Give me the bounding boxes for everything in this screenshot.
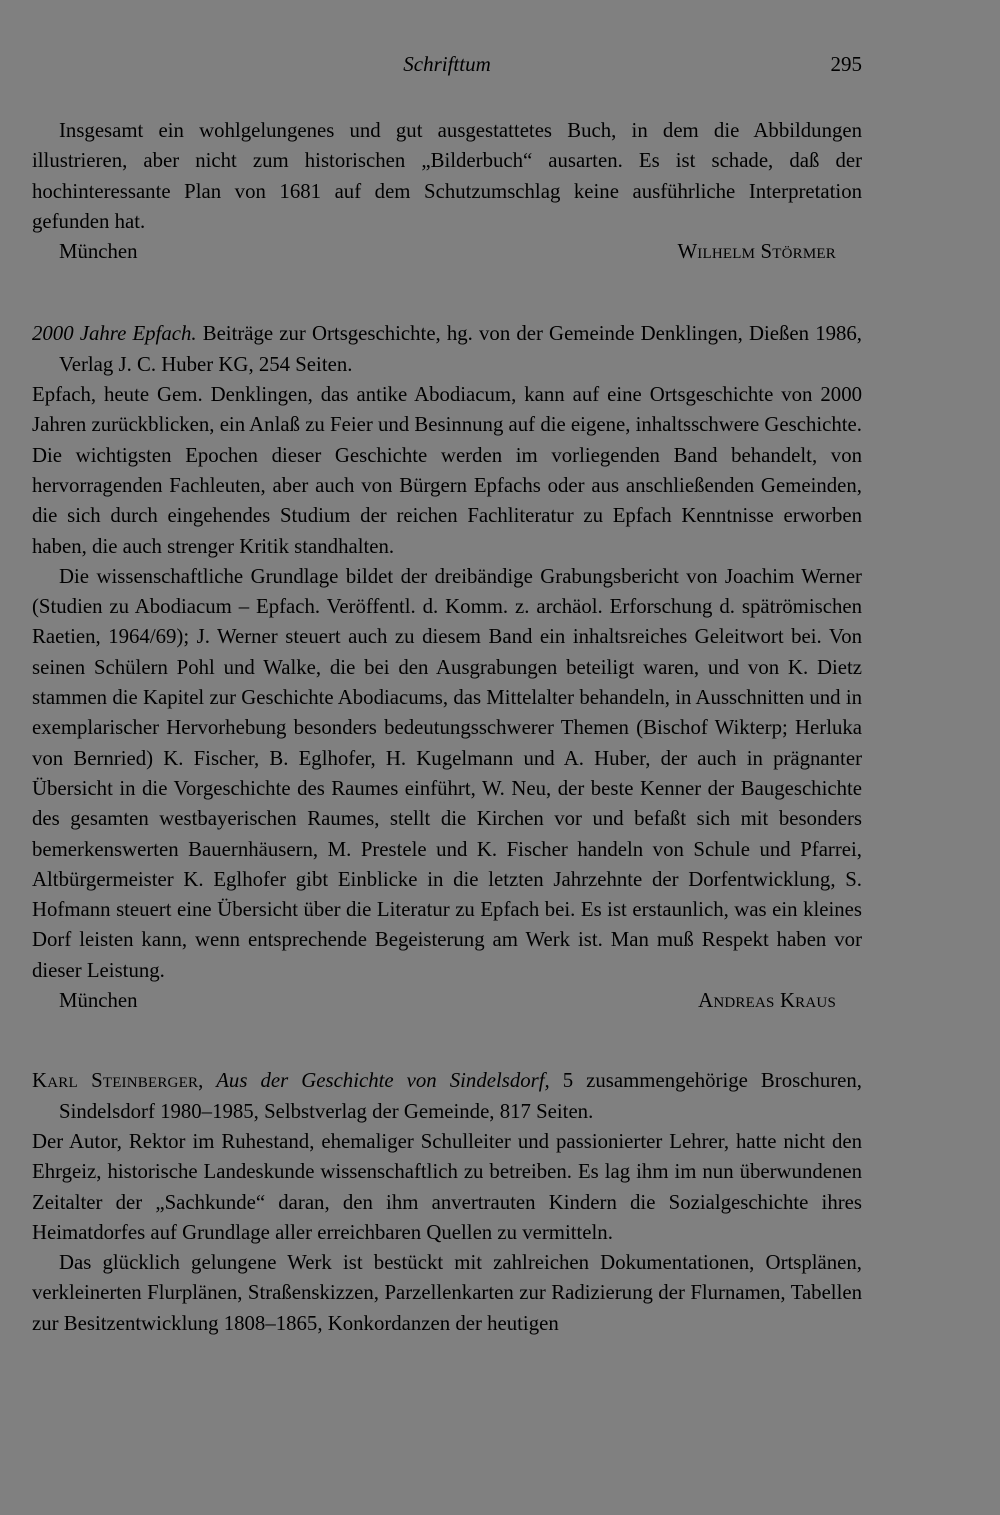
signature-reviewer: Andreas Kraus	[698, 989, 836, 1013]
book-citation: Beiträge zur Ortsgeschichte, hg. von der Gemeinde Denklingen, Dießen 1986, Verlag J. C. Huber KG, 254 Seiten.	[59, 322, 862, 376]
review-epfach-paragraph-1: Epfach, heute Gem. Denklingen, das antike Abodiacum, kann auf eine Ortsgeschichte von 2000 Jahren zurückblicken, ein Anlaß zu Feier und Besinnung auf die eigene, inhaltsschwere Geschichte. Die wichtigsten Epochen dieser Geschichte werden im vorliegenden Band behandelt, von hervorragenden Fachleuten, aber auch von Bürgern Epfachs oder aus anschließenden Gemeinden, die sich durch eingehendes Studium der reichen Fachliteratur zu Epfach Kenntnisse erworben haben, die auch strenger Kritik standhalten.	[32, 383, 862, 558]
signature-place: München	[59, 989, 138, 1013]
section-gap	[32, 1016, 862, 1066]
review-sindelsdorf-citation	[32, 1066, 862, 1127]
running-head	[32, 52, 862, 84]
section-gap	[32, 267, 862, 319]
book-author: Karl Steinberger,	[32, 1069, 204, 1093]
signature-reviewer: Wilhelm Störmer	[677, 240, 836, 264]
review-stoermer-signature	[32, 237, 862, 267]
review-sindelsdorf-paragraph-1: Der Autor, Rektor im Ruhestand, ehemaliger Schulleiter und passionierter Lehrer, hatte nicht den Ehrgeiz, historische Landeskunde wissenschaftlich zu betreiben. Es lag ihm im nun überwundenen Zeitalter der „Sachkunde“ daran, den ihm anvertrauten Kindern die Sozialgeschichte ihres Heimatdorfes auf Grundlage aller erreichbaren Quellen zu vermitteln.	[32, 1129, 862, 1244]
review-sindelsdorf	[32, 1066, 862, 1339]
signature-place: München	[59, 240, 138, 264]
review-stoermer	[32, 116, 862, 267]
book-title: 2000 Jahre Epfach.	[32, 322, 197, 346]
book-title: Aus der Geschichte von Sindelsdorf,	[203, 1069, 550, 1093]
running-head-title: Schrifttum	[403, 52, 491, 76]
book-citation: 5 zusammengehörige Broschuren, Sindelsdorf 1980–1985, Selbstverlag der Gemeinde, 817 Seiten.	[59, 1069, 862, 1123]
review-sindelsdorf-paragraph-2: Das glücklich gelungene Werk ist bestückt mit zahlreichen Dokumentationen, Ortsplänen, verkleinerten Flurplänen, Straßenskizzen, Parzellenkarten zur Radizierung der Flurnamen, Tabellen zur Besitzentwicklung 1808–1865, Konkordanzen der heutigen	[32, 1251, 862, 1335]
review-epfach-paragraph-2: Die wissenschaftliche Grundlage bildet der dreibändige Grabungsbericht von Joachim Werner (Studien zu Abodiacum – Epfach. Veröffentl. d. Komm. z. archäol. Erforschung d. spätrömischen Raetien, 1964/69); J. Werner steuert auch zu diesem Band ein inhaltsreiches Geleitwort bei. Von seinen Schülern Pohl und Walke, die bei den Ausgrabungen beteiligt waren, und von K. Dietz stammen die Kapitel zur Geschichte Abodiacums, das Mittelalter behandeln, in Ausschnitten und in exemplarischer Hervorhebung besonders bedeutungsschwerer Themen (Bischof Wikterp; Herluka von Bernried) K. Fischer, B. Eglhofer, H. Kugelmann und A. Huber, der auch in prägnanter Übersicht in die Vorgeschichte des Raumes einführt, W. Neu, der beste Kenner der Baugeschichte des gesamten westbayerischen Raumes, stellt die Kirchen vor und befaßt sich mit besonders bemerkenswerten Bauernhäusern, M. Prestele und K. Fischer handeln von Schule und Pfarrei, Altbürgermeister K. Eglhofer gibt Einblicke in die letzten Jahrzehnte der Dorfentwicklung, S. Hofmann steuert eine Übersicht über die Literatur zu Epfach bei. Es ist erstaunlich, was ein kleines Dorf leisten kann, wenn entsprechende Begeisterung am Werk ist. Man muß Respekt haben vor dieser Leistung.	[32, 564, 862, 982]
review-epfach-citation	[32, 319, 862, 380]
review-stoermer-paragraph: Insgesamt ein wohlgelungenes und gut ausgestattetes Buch, in dem die Abbildungen illustrieren, aber nicht zum historischen „Bilderbuch“ ausarten. Es ist schade, daß der hochinteressante Plan von 1681 auf dem Schutzumschlag keine ausführliche Interpretation gefunden hat.	[32, 119, 862, 233]
review-epfach	[32, 319, 862, 1016]
body-text	[32, 116, 862, 1339]
page-number: 295	[830, 52, 862, 76]
review-epfach-signature	[32, 986, 862, 1016]
